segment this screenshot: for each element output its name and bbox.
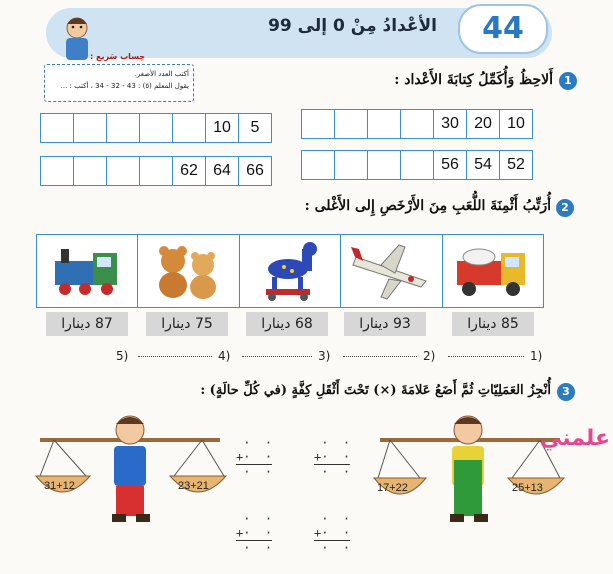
number-cell: 20 xyxy=(466,110,499,138)
page-number: 44 xyxy=(458,4,548,54)
quick-calc-line1: أكتب العدد الأصغر. xyxy=(134,70,189,78)
number-cell[interactable] xyxy=(334,110,367,138)
number-cell[interactable] xyxy=(172,114,205,142)
exercise-3-instruction: أُنْجِزُ العَمَلِيّاتِ ثُمَّ أَضَعُ عَلامَةَ (×) تَحْتَ أَثْقَلِ كِفَّةٍ (في كُلِّ حالَةٍ) : xyxy=(200,383,551,398)
plus-sign: + xyxy=(314,450,322,464)
teddy-bears-icon xyxy=(138,235,238,305)
exercise-2-instruction: أُرَتِّبُ أَثْمِنَةَ اللُّعَبِ مِنَ الأَرْخَصِ إِلى الأَغْلى : xyxy=(304,198,551,214)
plus-sign: + xyxy=(236,526,244,540)
number-cell[interactable] xyxy=(139,157,172,185)
toy-teddy-bears xyxy=(137,235,238,307)
number-cell: 30 xyxy=(433,110,466,138)
answer-label: 5) xyxy=(116,349,129,363)
number-cell[interactable] xyxy=(106,114,139,142)
train-icon xyxy=(37,235,137,305)
number-cell[interactable] xyxy=(73,114,106,142)
number-row-left-2 xyxy=(40,156,272,186)
quick-calc-box xyxy=(44,64,194,102)
answer-label: 3) xyxy=(318,349,331,363)
toy-airplane xyxy=(340,235,441,307)
number-cell[interactable] xyxy=(302,110,334,138)
answer-blank-2[interactable] xyxy=(343,346,417,357)
number-cell[interactable] xyxy=(400,110,433,138)
price-tag: 93 دينارا xyxy=(344,312,426,336)
pan-right-expression: 23+21 xyxy=(178,480,209,492)
answer-label: 4) xyxy=(218,349,231,363)
pan-right-expression: 25+13 xyxy=(512,482,543,494)
quick-calc-label: حِساب سَريع : xyxy=(90,52,146,61)
number-cell: 62 xyxy=(172,157,205,185)
exercise-3-badge: 3 xyxy=(557,383,575,401)
number-cell[interactable] xyxy=(367,151,400,179)
number-cell: 5 xyxy=(238,114,271,142)
exercise-2-badge: 2 xyxy=(556,199,574,217)
price-tag: 87 دينارا xyxy=(46,312,128,336)
price-tag: 75 دينارا xyxy=(146,312,228,336)
pan-left-expression: 17+22 xyxy=(377,482,408,494)
number-cell: 10 xyxy=(205,114,238,142)
number-cell[interactable] xyxy=(73,157,106,185)
addition-block: · · +· · · · xyxy=(236,512,273,555)
page-title: الأعْدادُ مِنْ 0 إلى 99 xyxy=(268,16,437,36)
number-cell: 10 xyxy=(499,110,532,138)
answer-label: 1) xyxy=(530,349,543,363)
number-cell[interactable] xyxy=(41,157,73,185)
thinking-boy-icon xyxy=(60,14,94,64)
price-tag: 68 دينارا xyxy=(246,312,328,336)
quick-calc-line2: يقول المعلم (٥) : 43 - 32 - 34 ، أكتب : ... xyxy=(60,82,189,90)
number-cell: 54 xyxy=(466,151,499,179)
toy-horse xyxy=(239,235,340,307)
number-cell[interactable] xyxy=(302,151,334,179)
number-cell[interactable] xyxy=(41,114,73,142)
number-cell: 52 xyxy=(499,151,532,179)
toy-train xyxy=(37,235,137,307)
number-cell[interactable] xyxy=(139,114,172,142)
answer-blank-3[interactable] xyxy=(242,346,312,357)
plus-sign: + xyxy=(236,450,244,464)
addition-block: · · +· · · · xyxy=(236,436,273,479)
pan-left-expression: 31+12 xyxy=(44,480,75,492)
number-cell[interactable] xyxy=(334,151,367,179)
airplane-icon xyxy=(341,235,441,305)
price-tag: 85 دينارا xyxy=(452,312,534,336)
number-cell[interactable] xyxy=(400,151,433,179)
number-cell: 56 xyxy=(433,151,466,179)
answer-blank-4[interactable] xyxy=(138,346,212,357)
number-cell: 66 xyxy=(238,157,271,185)
answer-blank-1[interactable] xyxy=(448,346,524,357)
truck-icon xyxy=(443,235,543,305)
number-row-right-2 xyxy=(301,150,533,180)
watermark-logo: علمني xyxy=(540,426,610,451)
number-cell: 64 xyxy=(205,157,238,185)
plus-sign: + xyxy=(314,526,322,540)
exercise-1-instruction: أَلاحِظُ وَأُكَمِّلُ كِتابَةَ الأَعْداد : xyxy=(394,72,553,88)
number-cell[interactable] xyxy=(106,157,139,185)
toy-truck xyxy=(442,235,543,307)
answer-label: 2) xyxy=(423,349,436,363)
toys-row xyxy=(36,234,544,308)
exercise-1-badge: 1 xyxy=(559,72,577,90)
number-row-left-1 xyxy=(40,113,272,143)
number-cell[interactable] xyxy=(367,110,400,138)
addition-block: · · +· · · · xyxy=(314,436,351,479)
number-row-right-1 xyxy=(301,109,533,139)
addition-block: · · +· · · · xyxy=(314,512,351,555)
toy-horse-icon xyxy=(240,235,340,305)
